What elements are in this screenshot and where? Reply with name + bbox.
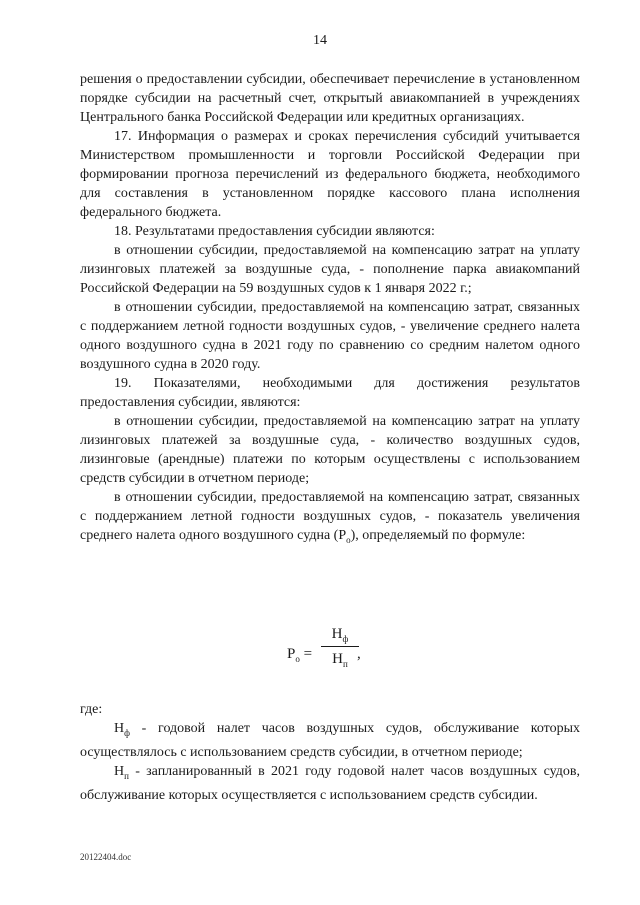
- definition-hp-symbol: Н: [114, 763, 125, 779]
- document-body: [80, 70, 580, 550]
- page-number: 14: [313, 33, 327, 48]
- fraction-bar: [321, 646, 359, 647]
- formula-lhs: [287, 646, 312, 664]
- definition-hp-text: - запланированный в 2021 году годовой налет часов воздушных судов, обслуживание которых осуществляется с использованием средств субсидии.: [80, 763, 580, 803]
- definitions: [80, 700, 580, 805]
- definition-hp-sub: п: [124, 770, 129, 781]
- formula-equals: =: [299, 646, 313, 662]
- formula-numerator: [321, 624, 359, 644]
- subscript-o: о: [346, 534, 351, 545]
- definition-hf-symbol: Н: [114, 721, 125, 736]
- formula-den-base: Н: [332, 651, 343, 667]
- paragraph-indicator-text: в отношении субсидии, предоставляемой на компенсацию затрат, связанных с поддержанием летной годности воздушных судов, - показатель увеличения среднего налета одного воздушного судна (Р: [80, 490, 580, 543]
- formula-num-sub: ф: [342, 634, 349, 644]
- paragraph-indicator-tail: ), определяемый по формуле:: [350, 528, 526, 543]
- paragraph-18: 18. Результатами предоставления субсидии являются:: [114, 224, 435, 239]
- paragraph-indicator-airworthiness: [80, 488, 580, 550]
- formula-fraction: [321, 624, 359, 669]
- formula-denominator: [321, 649, 359, 669]
- paragraph-result-airworthiness: в отношении субсидии, предоставляемой на компенсацию затрат, связанных с поддержанием летной годности воздушных судов, - увеличение среднего налета одного воздушного судна в 2021 году по сравнению со средним налетом одного воздушного судна в 2020 году.: [80, 300, 580, 372]
- formula: [0, 624, 640, 680]
- formula-lhs-base: Р: [287, 646, 296, 662]
- where-label: где:: [80, 702, 103, 717]
- formula-comma: ,: [357, 646, 361, 662]
- paragraph-19: 19. Показателями, необходимыми для достижения результатов предоставления субсидии, являются:: [80, 376, 580, 410]
- definition-hf: [80, 719, 580, 762]
- document-code: 20122404.doc: [80, 852, 132, 862]
- definition-hf-sub: ф: [124, 727, 130, 738]
- paragraph-indicator-leasing: в отношении субсидии, предоставляемой на компенсацию затрат на уплату лизинговых платежей за воздушные суда, - количество воздушных судов, лизинговые (арендные) платежи по которым осуществлены с использованием средств субсидии в отчетном периоде;: [80, 414, 580, 486]
- formula-lhs-sub: о: [295, 654, 300, 664]
- formula-num-base: Н: [331, 626, 343, 642]
- definition-hp: [80, 762, 580, 805]
- paragraph-subsidy-transfer: решения о предоставлении субсидии, обеспечивает перечисление в установленном порядке субсидии на расчетный счет, открытый авиакомпанией в учреждениях Центрального банка Российской Федерации или кредитных организациях.: [80, 72, 580, 125]
- paragraph-result-leasing: в отношении субсидии, предоставляемой на компенсацию затрат на уплату лизинговых платежей за воздушные суда, - пополнение парка авиакомпаний Российской Федерации на 59 воздушных судов к 1 января 2022 г.;: [80, 243, 580, 296]
- formula-den-sub: п: [343, 659, 348, 669]
- paragraph-17: 17. Информация о размерах и сроках перечисления субсидий учитывается Министерством промышленности и торговли Российской Федерации при формировании прогноза перечислений из федерального бюджета, необходимого для составления в установленном порядке кассового плана исполнения федерального бюджета.: [80, 129, 580, 220]
- definition-hf-text: - годовой налет часов воздушных судов, обслуживание которых осуществлялось с использованием средств субсидии, в отчетном периоде;: [80, 721, 580, 760]
